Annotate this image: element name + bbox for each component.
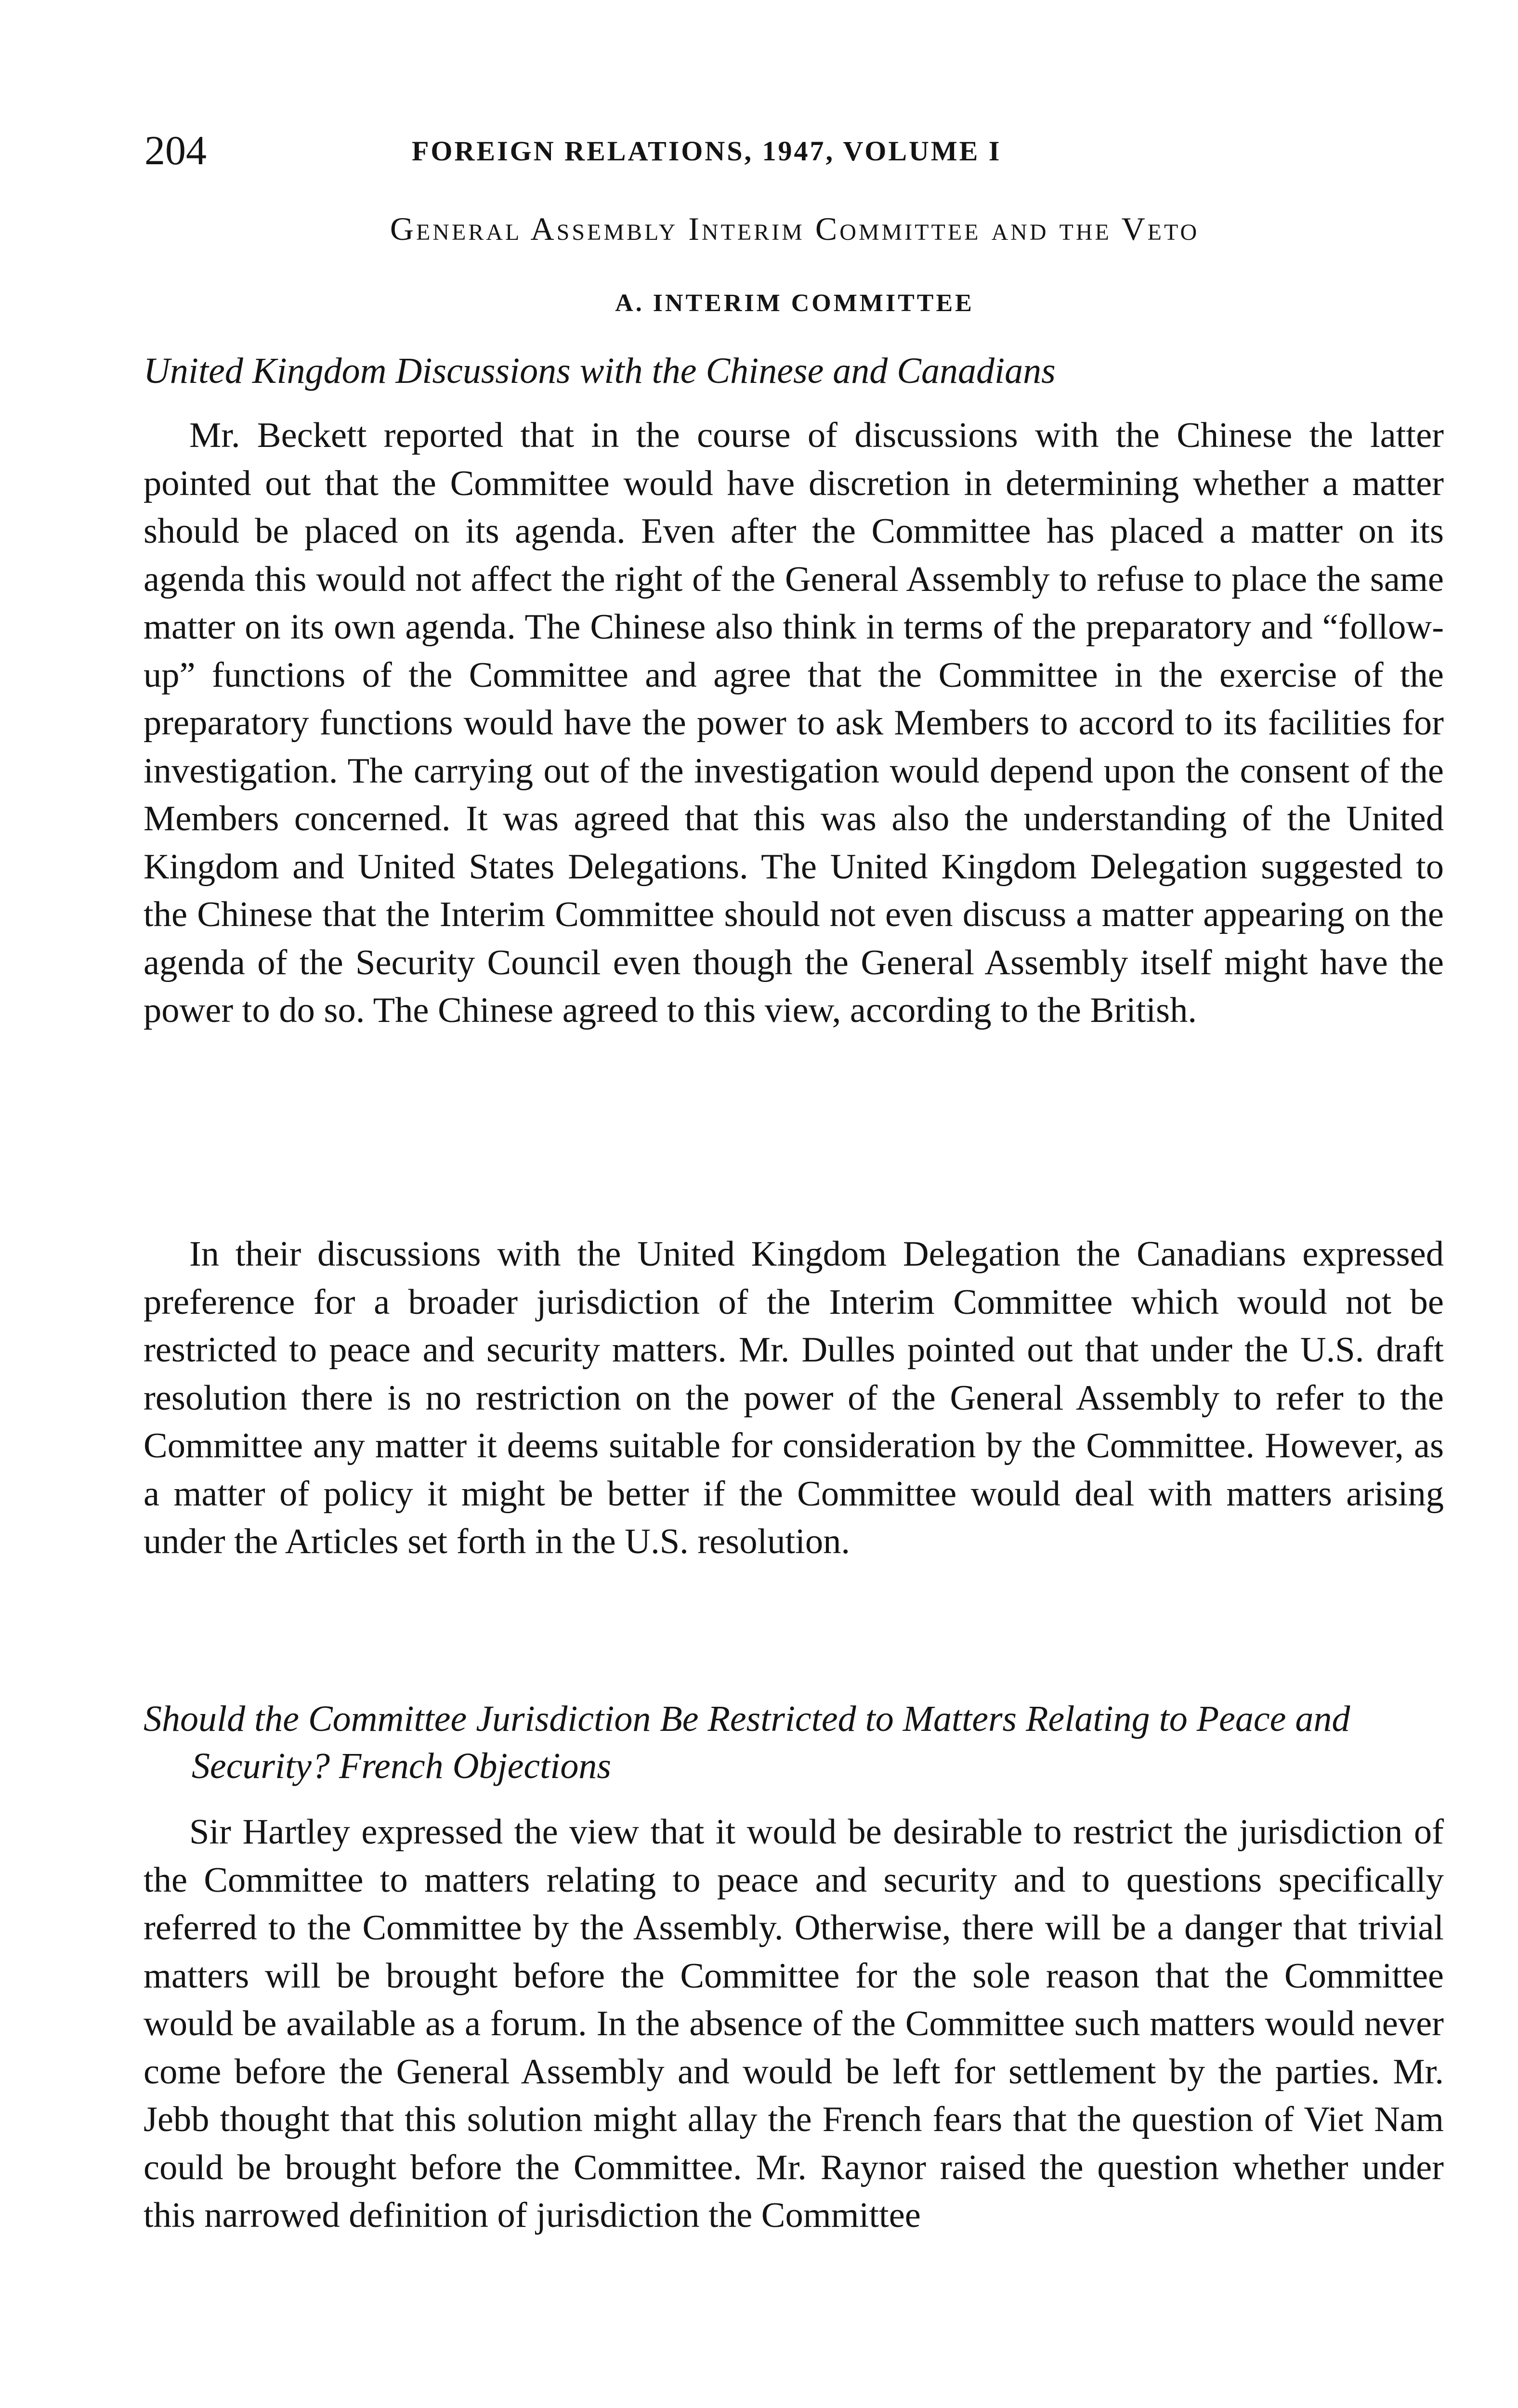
section-subtitle: A. INTERIM COMMITTEE [615,289,974,317]
section-title: General Assembly Interim Committee and the Veto [390,210,1200,247]
paragraph-beckett-report: Mr. Beckett reported that in the course of discussions with the Chinese the latter pointed out that the Committee would have discretion in determining whether a matter should be placed on its agenda. Even after the Committee has placed a matter on its agenda this would not affect the right of the General Assembly to refuse to place the same matter on its own agenda. The Chinese also think in terms of the preparatory and “follow-up” functions of the Committee and agree that the Committee in the exercise of the preparatory functions would have the power to ask Members to accord to its facilities for investigation. The carrying out of the investigation would depend upon the consent of the Members concerned. It was agreed that this was also the understanding of the United Kingdom and United States Delegations. The United Kingdom Delegation suggested to the Chinese that the Interim Committee should not even discuss a matter appearing on the agenda of the Security Council even though the General Assembly itself might have the power to do so. The Chinese agreed to this view, according to the British. [144,416,1444,1030]
subsection-heading-uk-discussions: United Kingdom Discussions with the Chinese and Canadians [144,351,1056,391]
page-number: 204 [144,127,207,173]
paragraph-hartley-view: Sir Hartley expressed the view that it would be desirable to restrict the jurisdiction of the Committee to matters relating to peace and security and to questions specifically referred to the Committee by the Assembly. Otherwise, there will be a danger that trivial matters will be brought before the Committee for the sole reason that the Committee would be available as a forum. In the absence of the Committee such matters would never come before the General Assembly and would be left for settlement by the parties. Mr. Jebb thought that this solution might allay the French fears that the question of Viet Nam could be brought before the Committee. Mr. Raynor raised the question whether under this narrowed definition of jurisdiction the Committee [144,1812,1444,2235]
subsection-heading-jurisdiction: Should the Committee Jurisdiction Be Restricted to Matters Relating to Peace and Security? French Objections [144,1699,1350,1786]
paragraph-canadian-discussions: In their discussions with the United Kingdom Delegation the Canadians expressed preference for a broader jurisdiction of the Interim Committee which would not be restricted to peace and security matters. Mr. Dulles pointed out that under the U.S. draft resolution there is no restriction on the power of the General Assembly to refer to the Committee any matter it deems suitable for consideration by the Committee. However, as a matter of policy it might be better if the Committee would deal with matters arising under the Articles set forth in the U.S. resolution. [144,1234,1444,1561]
running-header [144,126,1445,174]
running-title: FOREIGN RELATIONS, 1947, VOLUME I [412,135,1002,167]
